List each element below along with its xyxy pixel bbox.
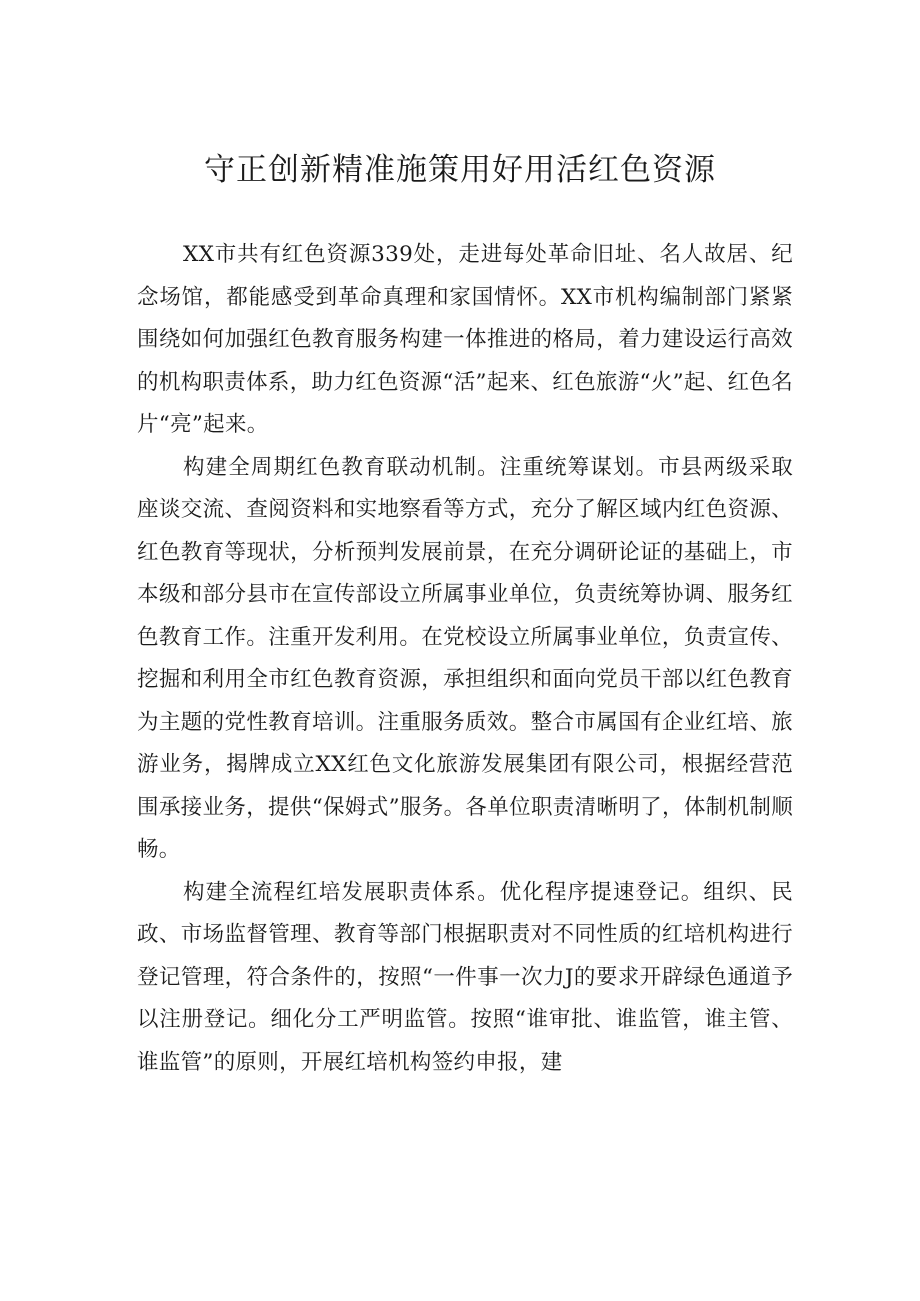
document-title: 守正创新精准施策用好用活红色资源 (204, 152, 716, 188)
paragraph-3: 构建全流程红培发展职责体系。优化程序提速登记。组织、民政、市场监督管理、教育等部门根据职责对不同性质的红培机构进行登记管理，符合条件的，按照“一件事一次力J的要求开辟绿色通道予以注册登记。细化分工严明监管。按照“谁审批、谁监管，谁主管、谁监管”的原则，开展红培机构签约申报，建 (137, 879, 793, 1075)
paragraph-2: 构建全周期红色教育联动机制。注重统筹谋划。市县两级采取座谈交流、查阅资料和实地察看等方式，充分了解区域内红色资源、红色教育等现状，分析预判发展前景，在充分调研论证的基础上，市本级和部分县市在宣传部设立所属事业单位，负责统筹协调、服务红色教育工作。注重开发利用。在党校设立所属事业单位，负责宣传、挖掘和利用全市红色教育资源，承担组织和面向党员干部以红色教育为主题的党性教育培训。注重服务质效。整合市属国有企业红培、旅游业务，揭牌成立XX红色文化旅游发展集团有限公司，根据经营范围承接业务，提供“保姆式”服务。各单位职责清晰明了，体制机制顺畅。 (137, 454, 793, 862)
paragraph-1: XX市共有红色资源339处，走进每处革命旧址、名人故居、纪念场馆，都能感受到革命真理和家国情怀。XX市机构编制部门紧紧围绕如何加强红色教育服务构建一体推进的格局，着力建设运行高效的机构职责体系，助力红色资源“活”起来、红色旅游“火”起、红色名片“亮”起来。 (137, 242, 793, 437)
document-body (137, 234, 793, 1084)
